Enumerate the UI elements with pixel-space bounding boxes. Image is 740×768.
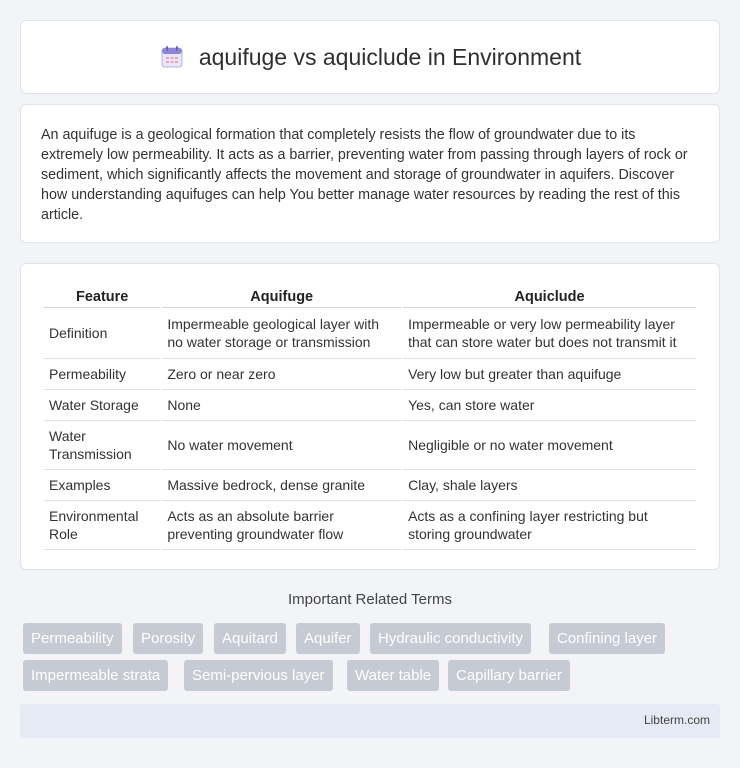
header-aquifuge: Aquifuge <box>162 284 401 308</box>
comparison-table <box>42 284 698 550</box>
row-aquiclude: Impermeable or very low permeability layer that can store water but does not transmit it <box>403 308 696 359</box>
row-feature: Environmental Role <box>44 501 160 550</box>
row-aquifuge: No water movement <box>162 421 401 470</box>
related-terms-title: Important Related Terms <box>288 591 452 608</box>
header-aquiclude: Aquiclude <box>403 284 696 308</box>
table-row <box>44 501 696 550</box>
related-tag[interactable]: Capillary barrier <box>448 660 570 691</box>
row-feature: Definition <box>44 308 160 359</box>
row-aquifuge: None <box>162 390 401 421</box>
intro-card <box>20 104 720 243</box>
table-row <box>44 359 696 390</box>
row-feature: Water Transmission <box>44 421 160 470</box>
footer-brand[interactable]: Libterm.com <box>643 713 710 727</box>
header-card <box>20 20 720 94</box>
related-tag[interactable]: Aquitard <box>214 623 286 654</box>
related-tag[interactable]: Confining layer <box>549 623 665 654</box>
row-feature: Water Storage <box>44 390 160 421</box>
intro-text: An aquifuge is a geological formation that completely resists the flow of groundwater due to its extremely low permeability. It acts as a barrier, preventing water from passing through layers of rock or sediment, which significantly affects the movement and storage of groundwater in aquifers. Discover how understanding aquifuges can help You better manage water resources by reading the rest of this article. <box>41 127 688 223</box>
related-tag[interactable]: Permeability <box>23 623 122 654</box>
row-aquifuge: Massive bedrock, dense granite <box>162 470 401 501</box>
related-tag[interactable]: Aquifer <box>296 623 360 654</box>
related-tag[interactable]: Porosity <box>133 623 203 654</box>
row-aquiclude: Clay, shale layers <box>403 470 696 501</box>
row-aquiclude: Very low but greater than aquifuge <box>403 359 696 390</box>
row-aquifuge: Acts as an absolute barrier preventing groundwater flow <box>162 501 401 550</box>
header-feature: Feature <box>44 284 160 308</box>
related-tag[interactable]: Semi-pervious layer <box>184 660 333 691</box>
table-row <box>44 390 696 421</box>
calendar-icon <box>159 44 185 70</box>
page-title: aquifuge vs aquiclude in Environment <box>198 43 582 70</box>
table-row <box>44 308 696 359</box>
row-aquiclude: Yes, can store water <box>403 390 696 421</box>
related-tag[interactable]: Hydraulic conductivity <box>370 623 531 654</box>
table-header-row <box>44 284 696 308</box>
table-row <box>44 470 696 501</box>
row-aquiclude: Acts as a confining layer restricting but storing groundwater <box>403 501 696 550</box>
comparison-table-card <box>20 263 720 570</box>
footer <box>20 704 720 738</box>
related-tag[interactable]: Impermeable strata <box>23 660 168 691</box>
row-aquifuge: Impermeable geological layer with no water storage or transmission <box>162 308 401 359</box>
row-aquifuge: Zero or near zero <box>162 359 401 390</box>
table-row <box>44 421 696 470</box>
row-aquiclude: Negligible or no water movement <box>403 421 696 470</box>
related-tag[interactable]: Water table <box>347 660 439 691</box>
row-feature: Permeability <box>44 359 160 390</box>
row-feature: Examples <box>44 470 160 501</box>
